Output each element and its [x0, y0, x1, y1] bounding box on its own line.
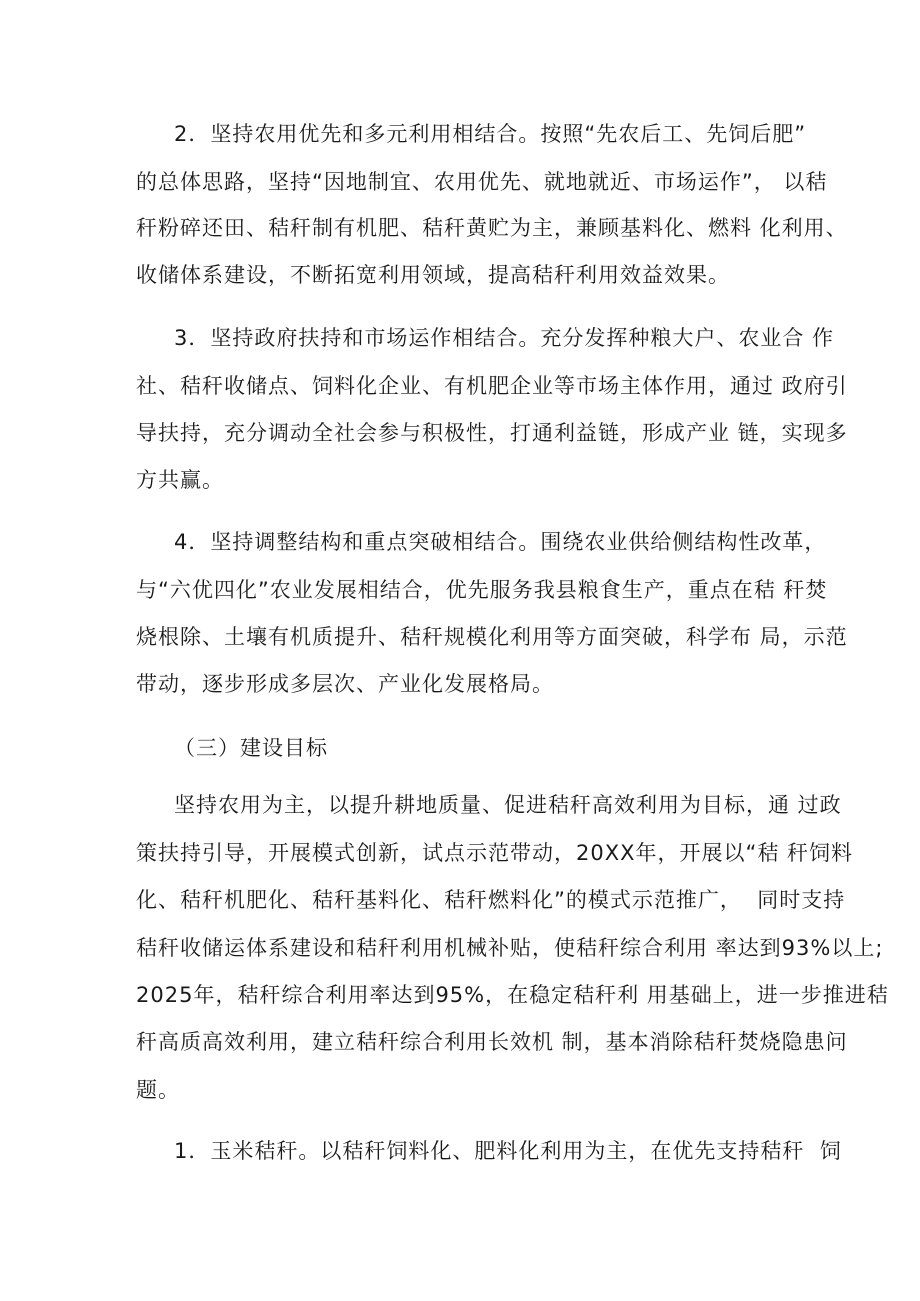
goals-paragraph-line-5: 2025年，秸秆综合利用率达到95%，在稳定秸秆利 用基础上，进一步推进秸	[136, 983, 889, 1007]
paragraph-3-line-4: 方共赢。	[136, 468, 224, 492]
paragraph-4-line-4: 带动，逐步形成多层次、产业化发展格局。	[136, 672, 554, 696]
paragraph-4-line-2: 与“六优四化”农业发展相结合，优先服务我县粮食生产，重点在秸 秆焚	[136, 578, 828, 602]
goals-paragraph-line-1: 坚持农用为主，以提升耕地质量、促进秸秆高效利用为目标，通 过政	[174, 793, 842, 817]
goals-paragraph-line-3: 化、秸秆机肥化、秸秆基料化、秸秆燃料化”的模式示范推广， 同时支持	[136, 888, 846, 912]
paragraph-2-line-3: 秆粉碎还田、秸秆制有机肥、秸秆黄贮为主，兼顾基料化、燃料 化利用、	[136, 216, 848, 240]
goals-paragraph-line-4: 秸秆收储运体系建设和秸秆利用机械补贴，使秸秆综合利用 率达到93%以上;	[136, 936, 884, 960]
goals-paragraph-line-6: 秆高质高效利用，建立秸秆综合利用长效机 制，基本消除秸秆焚烧隐患问	[136, 1030, 848, 1054]
paragraph-3-line-1: 3．坚持政府扶持和市场运作相结合。充分发挥种粮大户、农业合 作	[174, 326, 835, 350]
paragraph-2-line-4: 收储体系建设，不断拓宽利用领域，提高秸秆利用效益效果。	[136, 263, 730, 287]
section-heading-goals: （三）建设目标	[174, 736, 328, 760]
paragraph-3-line-2: 社、秸秆收储点、饲料化企业、有机肥企业等市场主体作用，通过 政府引	[136, 374, 848, 398]
paragraph-4-line-1: 4．坚持调整结构和重点突破相结合。围绕农业供给侧结构性改革，	[174, 530, 827, 554]
corn-straw-paragraph-line-1: 1．玉米秸秆。以秸秆饲料化、肥料化利用为主，在优先支持秸秆 饲	[174, 1139, 842, 1163]
paragraph-4-line-3: 烧根除、土壤有机质提升、秸秆规模化利用等方面突破，科学布 局，示范	[136, 625, 848, 649]
paragraph-2-line-2: 的总体思路，坚持“因地制宜、农用优先、就地就近、市场运作”， 以秸	[136, 170, 828, 194]
paragraph-2-line-1: 2．坚持农用优先和多元利用相结合。按照“先农后工、先饲后肥”	[174, 122, 807, 146]
goals-paragraph-line-7: 题。	[136, 1078, 180, 1102]
goals-paragraph-line-2: 策扶持引导，开展模式创新，试点示范带动，20XX年，开展以“秸 秆饲料	[136, 841, 854, 865]
paragraph-3-line-3: 导扶持，充分调动全社会参与积极性，打通利益链，形成产业 链，实现多	[136, 421, 848, 445]
